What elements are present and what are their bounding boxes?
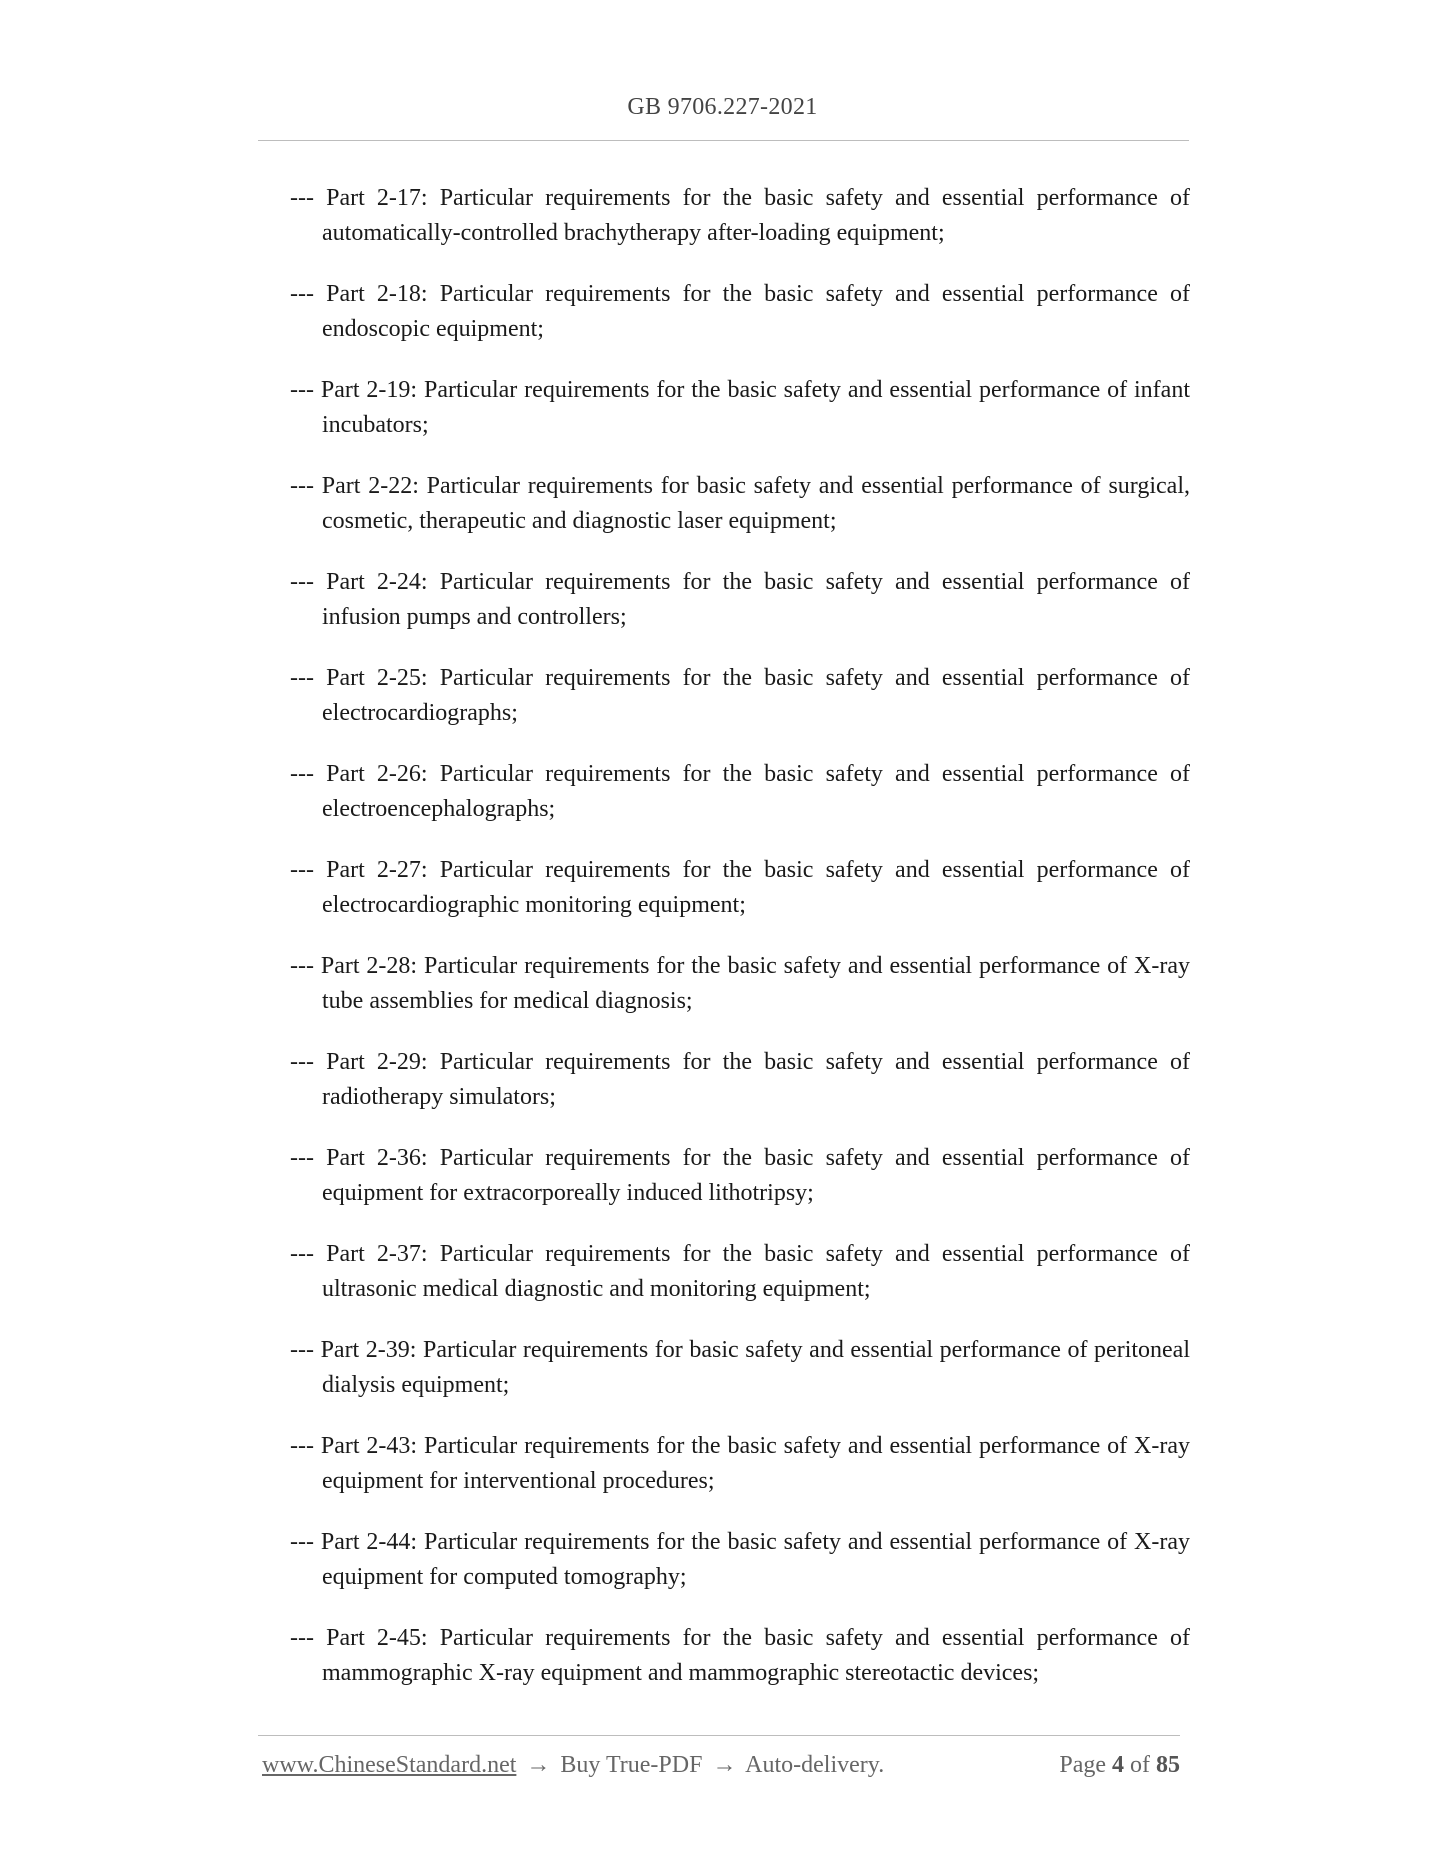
delivery-text: Auto-delivery. <box>745 1752 885 1778</box>
document-body <box>290 181 1190 1717</box>
page-label: Page <box>1059 1752 1106 1778</box>
list-item: --- Part 2-45: Particular requirements for the basic safety and essential performance of mammographic X-ray equipment and mammographic stereotactic devices; <box>290 1625 1190 1686</box>
list-item: --- Part 2-25: Particular requirements for the basic safety and essential performance of electrocardiographs; <box>290 665 1190 726</box>
list-item: --- Part 2-28: Particular requirements for the basic safety and essential performance of X-ray tube assemblies for medical diagnosis; <box>290 953 1190 1014</box>
list-item: --- Part 2-27: Particular requirements for the basic safety and essential performance of electrocardiographic monitoring equipment; <box>290 857 1190 918</box>
page-indicator <box>1059 1752 1180 1779</box>
list-item: --- Part 2-37: Particular requirements for the basic safety and essential performance of ultrasonic medical diagnostic and monitoring equipment; <box>290 1241 1190 1302</box>
list-item: --- Part 2-44: Particular requirements for the basic safety and essential performance of X-ray equipment for computed tomography; <box>290 1529 1190 1590</box>
list-item: --- Part 2-39: Particular requirements for basic safety and essential performance of peritoneal dialysis equipment; <box>290 1337 1190 1398</box>
of-label: of <box>1130 1752 1150 1778</box>
total-page-count: 85 <box>1156 1752 1180 1778</box>
list-item: --- Part 2-43: Particular requirements for the basic safety and essential performance of X-ray equipment for interventional procedures; <box>290 1433 1190 1494</box>
arrow-right-icon: → <box>712 1752 737 1778</box>
footer-promo <box>262 1752 884 1779</box>
buy-pdf-text: Buy True-PDF <box>560 1752 703 1778</box>
list-item: --- Part 2-36: Particular requirements for the basic safety and essential performance of equipment for extracorporeally induced lithotripsy; <box>290 1145 1190 1206</box>
current-page-number: 4 <box>1112 1752 1124 1778</box>
list-item: --- Part 2-26: Particular requirements for the basic safety and essential performance of electroencephalographs; <box>290 761 1190 822</box>
list-item: --- Part 2-29: Particular requirements for the basic safety and essential performance of radiotherapy simulators; <box>290 1049 1190 1110</box>
page-header: GB 9706.227-2021 <box>627 94 818 120</box>
header-divider <box>258 140 1189 141</box>
footer-divider <box>258 1735 1180 1736</box>
arrow-right-icon: → <box>526 1752 551 1778</box>
list-item: --- Part 2-17: Particular requirements for the basic safety and essential performance of automatically-controlled brachytherapy after-loading equipment; <box>290 185 1190 246</box>
website-link[interactable]: www.ChineseStandard.net <box>262 1752 517 1778</box>
list-item: --- Part 2-22: Particular requirements for basic safety and essential performance of surgical, cosmetic, therapeutic and diagnostic laser equipment; <box>290 473 1190 534</box>
list-item: --- Part 2-18: Particular requirements for the basic safety and essential performance of endoscopic equipment; <box>290 281 1190 342</box>
list-item: --- Part 2-19: Particular requirements for the basic safety and essential performance of infant incubators; <box>290 377 1190 438</box>
list-item: --- Part 2-24: Particular requirements for the basic safety and essential performance of infusion pumps and controllers; <box>290 569 1190 630</box>
